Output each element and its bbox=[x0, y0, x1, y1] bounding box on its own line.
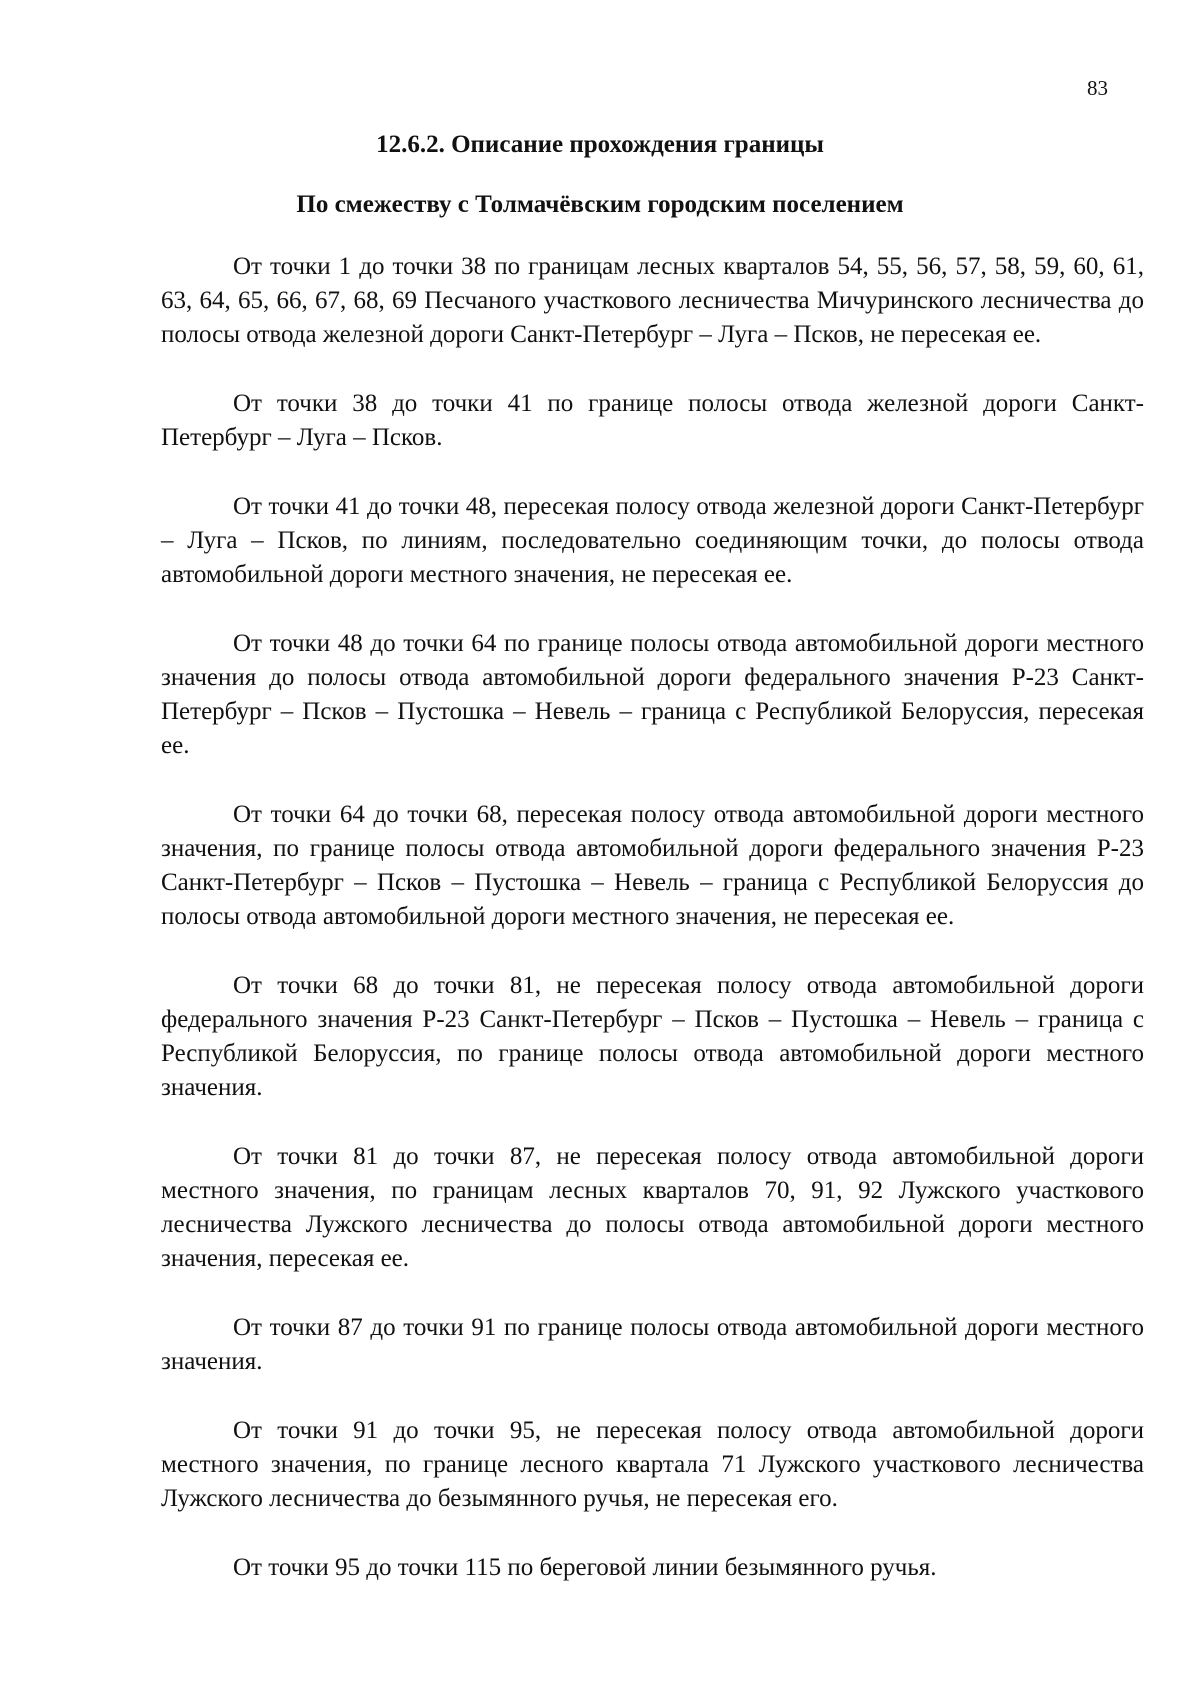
paragraph-7: От точки 81 до точки 87, не пересекая полосу отвода автомобильной дороги местного значения, по границам лесных кварталов 70, 91, 92 Лужского участкового лесничества Лужского лесничества до полосы отвода автомобильной дороги местного значения, пересекая ее. bbox=[161, 1143, 1144, 1272]
paragraph-1: От точки 1 до точки 38 по границам лесных кварталов 54, 55, 56, 57, 58, 59, 60, 61, 63, 64, 65, 66, 67, 68, 69 Песчаного участкового лесничества Мичуринского лесничества до полосы отвода железной дороги Санкт-Петербург – Луга – Псков, не пересекая ее. bbox=[161, 253, 1144, 348]
paragraph-2: От точки 38 до точки 41 по границе полосы отвода железной дороги Санкт-Петербург – Луга – Псков. bbox=[161, 390, 1144, 451]
document-body bbox=[161, 250, 1144, 1620]
paragraph-4: От точки 48 до точки 64 по границе полосы отвода автомобильной дороги местного значения до полосы отвода автомобильной дороги федерального значения Р-23 Санкт-Петербург – Псков – Пустошка – Невель – граница с Республикой Белоруссия, пересекая ее. bbox=[161, 630, 1144, 759]
paragraph-9: От точки 91 до точки 95, не пересекая полосу отвода автомобильной дороги местного значения, по границе лесного квартала 71 Лужского участкового лесничества Лужского лесничества до безымянного ручья, не пересекая его. bbox=[161, 1417, 1144, 1512]
paragraph-6: От точки 68 до точки 81, не пересекая полосу отвода автомобильной дороги федерального значения Р-23 Санкт-Петербург – Псков – Пустошка – Невель – граница с Республикой Белоруссия, по границе полосы отвода автомобильной дороги местного значения. bbox=[161, 972, 1144, 1101]
paragraph-5: От точки 64 до точки 68, пересекая полосу отвода автомобильной дороги местного значения, по границе полосы отвода автомобильной дороги федерального значения Р-23 Санкт-Петербург – Псков – Пустошка – Невель – граница с Республикой Белоруссия до полосы отвода автомобильной дороги местного значения, не пересекая ее. bbox=[161, 801, 1144, 930]
paragraph-10: От точки 95 до точки 115 по береговой линии безымянного ручья. bbox=[233, 1554, 937, 1581]
section-subtitle: По смежеству с Толмачёвским городским поселением bbox=[296, 191, 904, 218]
section-title: 12.6.2. Описание прохождения границы bbox=[376, 131, 824, 158]
paragraph-3: От точки 41 до точки 48, пересекая полосу отвода железной дороги Санкт-Петербург – Луга – Псков, по линиям, последовательно соединяющим точки, до полосы отвода автомобильной дороги местного значения, не пересекая ее. bbox=[161, 493, 1144, 588]
paragraph-8: От точки 87 до точки 91 по границе полосы отвода автомобильной дороги местного значения. bbox=[161, 1314, 1144, 1375]
page-number: 83 bbox=[1087, 76, 1108, 100]
